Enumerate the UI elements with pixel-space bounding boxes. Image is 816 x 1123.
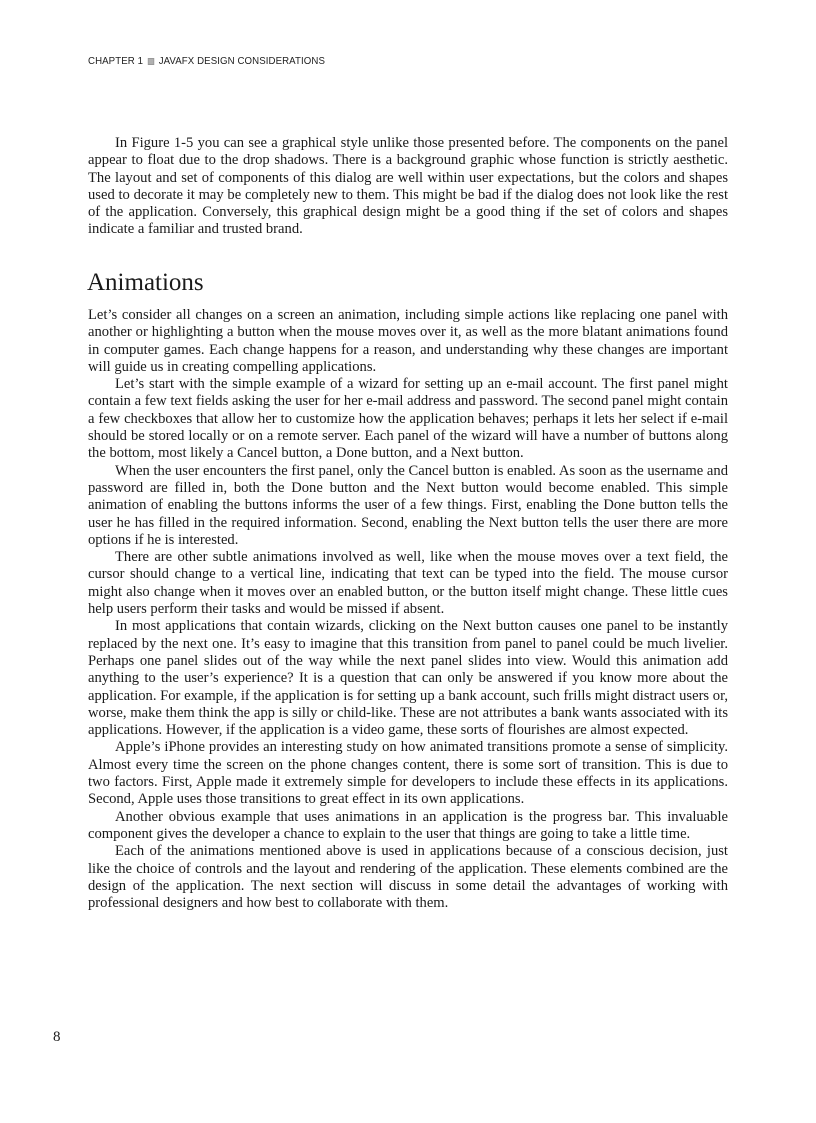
section-heading: Animations: [87, 269, 204, 296]
page-number: 8: [53, 1029, 61, 1045]
paragraph: Let’s consider all changes on a screen an animation, including simple actions like replacing one panel with another or highlighting a button when the mouse moves over it, as well as the more blatant animations found in computer games. Each change happens for a reason, and understanding why these changes are important will guide us in creating compelling applications.: [88, 307, 728, 375]
paragraph: In most applications that contain wizards, clicking on the Next button causes one panel to be instantly replaced by the next one. It’s easy to imagine that this transition from panel to panel could be much livelier. Perhaps one panel slides out of the way while the next panel slides into view. Would this animation add anything to the user’s experience? It is a question that can only be answered if you know more about the application. For example, if the application is for setting up a bank account, such frills might distract users or, worse, make them think the app is silly or child-like. These are not attributes a bank wants associated with its applications. However, if the application is a video game, these sorts of flourishes are almost expected.: [88, 618, 728, 739]
paragraph: Apple’s iPhone provides an interesting study on how animated transitions promote a sense of simplicity. Almost every time the screen on the phone changes content, there is some sort of transition. This is due to two factors. First, Apple made it extremely simple for developers to include these effects in its applications. Second, Apple uses those transitions to great effect in its own applications.: [88, 739, 728, 808]
intro-text: [88, 135, 728, 239]
paragraph: When the user encounters the first panel, only the Cancel button is enabled. As soon as the username and password are filled in, both the Done button and the Next button would become enabled. This simple animation of enabling the buttons informs the user of a few things. First, enabling the Done button tells the user he has filled in the required information. Second, enabling the Next button tells the user there are more options if he is interested.: [88, 462, 728, 548]
chapter-label: CHAPTER 1: [88, 55, 144, 67]
paragraph: Let’s start with the simple example of a wizard for setting up an e-mail account. The first panel might contain a few text fields asking the user for her e-mail address and password. The second panel might contain a few checkboxes that allow her to customize how the application behaves; perhaps it lets her select if e-mail should be stored locally or on a remote server. Each panel of the wizard will have a number of buttons along the bottom, most likely a Cancel button, a Done button, and a Next button.: [88, 376, 728, 462]
running-header: [88, 55, 325, 67]
paragraph: Each of the animations mentioned above is used in applications because of a conscious decision, just like the choice of controls and the layout and rendering of the application. These elements combined are the design of the application. The next section will discuss in some detail the advantages of working with professional designers and how best to collaborate with them.: [88, 843, 728, 912]
intro-paragraph: In Figure 1-5 you can see a graphical style unlike those presented before. The components on the panel appear to float due to the drop shadows. There is a background graphic whose function is strictly aesthetic. The layout and set of components of this dialog are well within user expectations, but the colors and shapes used to decorate it may be completely new to them. This might be bad if the dialog does not look like the rest of the application. Conversely, this graphical design might be a good thing if the set of colors and shapes indicate a familiar and trusted brand.: [88, 135, 728, 238]
paragraph: There are other subtle animations involved as well, like when the mouse moves over a text field, the cursor should change to a vertical line, indicating that text can be typed into the field. The mouse cursor might also change when it moves over an enabled button, or the button itself might change. These little cues help users perform their tasks and would be missed if absent.: [88, 549, 728, 618]
chapter-title: JAVAFX DESIGN CONSIDERATIONS: [158, 55, 325, 67]
chapter-separator-icon: [148, 58, 154, 65]
paragraph: Another obvious example that uses animations in an application is the progress bar. This invaluable component gives the developer a chance to explain to the user that things are going to take a little time.: [88, 808, 728, 842]
section-body: [88, 307, 728, 912]
